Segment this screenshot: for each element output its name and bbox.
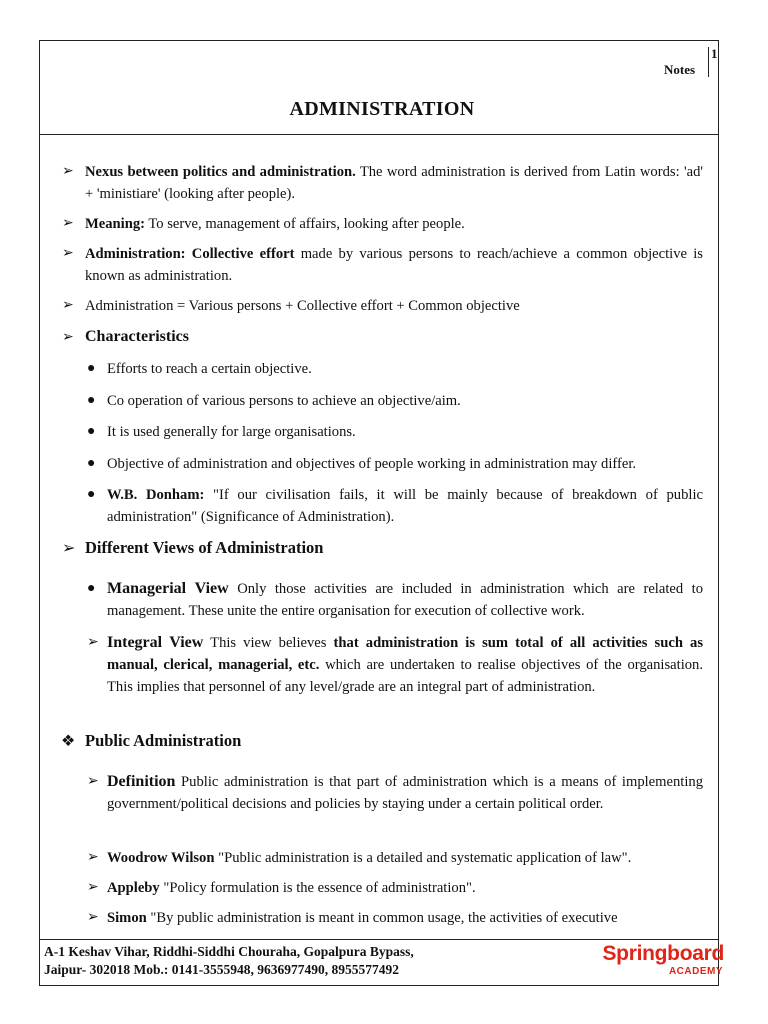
list-item: Simon "By public administration is meant in common usage, the activities of executive [107, 910, 618, 926]
list-item: Co operation of various persons to achieve an objective/aim. [107, 393, 461, 409]
footer-address [44, 943, 414, 979]
diamond-bullet-icon: ❖ [61, 733, 76, 750]
list-item: Objective of administration and objectives of people working in administration may differ. [107, 456, 637, 472]
round-bullet-icon: ● [87, 487, 96, 502]
section-heading: Public Administration [85, 731, 242, 750]
section-heading: Different Views of Administration [85, 538, 324, 557]
notes-label: Notes [664, 62, 696, 77]
address-line-1: A-1 Keshav Vihar, Riddhi-Siddhi Chouraha, Gopalpura Bypass, [44, 944, 414, 959]
page-number: 1 [711, 46, 718, 61]
arrow-bullet-icon: ➢ [87, 635, 99, 650]
list-item: Meaning: To serve, management of affairs, looking after people. [85, 216, 465, 232]
page-number-divider [708, 47, 709, 77]
list-item: It is used generally for large organisations. [107, 424, 356, 440]
list-item: Managerial View Only those activities are included in administration which are related to management. These unite the entire organisation for execution of collective work. [107, 580, 704, 619]
address-line-2: Jaipur- 302018 Mob.: 0141-3555948, 9636977490, 8955577492 [44, 962, 399, 977]
list-item: Nexus between politics and administration. The word administration is derived from Latin words: 'ad' + 'ministiare' (looking after people). [85, 164, 703, 202]
list-item: Administration: Collective effort made by various persons to reach/achieve a common objective is known as administration. [85, 246, 703, 284]
list-item: Efforts to reach a certain objective. [107, 361, 312, 377]
arrow-bullet-icon: ➢ [87, 774, 99, 789]
header-rule [39, 134, 719, 135]
list-item: Definition Public administration is that part of administration which is a means of implementing government/political decisions and policies by staying under a certain political order. [107, 773, 703, 812]
list-item: Appleby "Policy formulation is the essence of administration". [107, 880, 476, 896]
arrow-bullet-icon: ➢ [62, 246, 74, 261]
list-item: W.B. Donham: "If our civilisation fails, it will be mainly because of breakdown of public administration" (Significance of Administration). [107, 487, 703, 525]
arrow-bullet-icon: ➢ [62, 298, 74, 313]
round-bullet-icon: ● [87, 581, 96, 596]
arrow-bullet-icon: ➢ [62, 216, 74, 231]
springboard-logo [598, 942, 724, 982]
page-title: ADMINISTRATION [289, 98, 475, 120]
round-bullet-icon: ● [87, 393, 96, 408]
round-bullet-icon: ● [87, 361, 96, 376]
round-bullet-icon: ● [87, 424, 96, 439]
footer-rule [39, 939, 719, 940]
arrow-bullet-icon: ➢ [87, 910, 99, 925]
round-bullet-icon: ● [87, 456, 96, 471]
list-item: Woodrow Wilson "Public administration is a detailed and systematic application of law". [107, 850, 632, 866]
arrow-bullet-icon: ➢ [62, 330, 74, 345]
logo-subtext: ACADEMY [668, 966, 723, 977]
arrow-bullet-icon: ➢ [62, 540, 76, 557]
list-item: Integral View This view believes that administration is sum total of all activities such as manual, clerical, managerial, etc. which are undertaken to realise objectives of the organisation. This implies that personnel of any level/grade are an integral part of administration. [107, 634, 704, 695]
list-item: Administration = Various persons + Collective effort + Common objective [85, 298, 520, 314]
arrow-bullet-icon: ➢ [87, 880, 99, 895]
logo-text: Springboard [602, 942, 724, 965]
arrow-bullet-icon: ➢ [87, 850, 99, 865]
section-heading: Characteristics [85, 328, 189, 345]
arrow-bullet-icon: ➢ [62, 164, 74, 179]
